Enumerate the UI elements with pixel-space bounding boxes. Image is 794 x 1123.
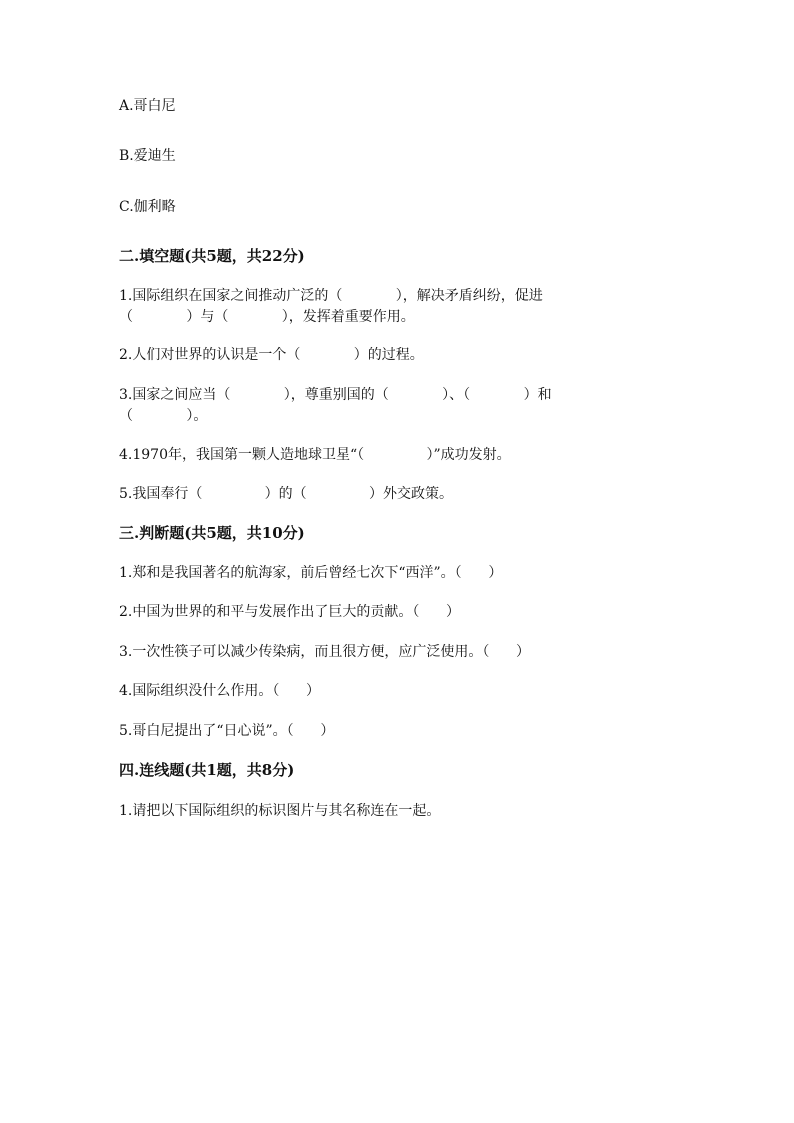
fill-q3-line2: （ ）。 <box>119 408 208 424</box>
judge-q2: 2.中国为世界的和平与发展作出了巨大的贡献。（ ） <box>119 604 461 620</box>
fill-q1-line2: （ ）与（ ），发挥着重要作用。 <box>119 309 415 325</box>
option-c: C.伽利略 <box>119 199 176 215</box>
option-a: A.哥白尼 <box>119 98 176 114</box>
fill-q5: 5.我国奉行（ ）的（ ）外交政策。 <box>119 486 453 502</box>
fill-q2: 2.人们对世界的认识是一个（ ）的过程。 <box>119 347 424 363</box>
match-q1: 1.请把以下国际组织的标识图片与其名称连在一起。 <box>119 803 441 819</box>
fill-q1-line1: 1.国际组织在国家之间推动广泛的（ ），解决矛盾纠纷，促进 <box>119 288 543 304</box>
judge-q4: 4.国际组织没什么作用。（ ） <box>119 683 321 699</box>
section2-heading: 二.填空题(共5题，共22分) <box>119 247 305 265</box>
section3-heading: 三.判断题(共5题，共10分) <box>119 524 305 542</box>
judge-q1: 1.郑和是我国著名的航海家，前后曾经七次下“西洋”。（ ） <box>119 565 503 581</box>
option-b: B.爱迪生 <box>119 148 176 164</box>
fill-q4: 4.1970年，我国第一颗人造地球卫星“（ ）”成功发射。 <box>119 447 511 463</box>
section4-heading: 四.连线题(共1题，共8分) <box>119 761 295 779</box>
judge-q3: 3.一次性筷子可以减少传染病，而且很方便，应广泛使用。（ ） <box>119 644 531 660</box>
fill-q3-line1: 3.国家之间应当（ ），尊重别国的（ ）、（ ）和 <box>119 387 552 403</box>
judge-q5: 5.哥白尼提出了“日心说”。（ ） <box>119 723 335 739</box>
